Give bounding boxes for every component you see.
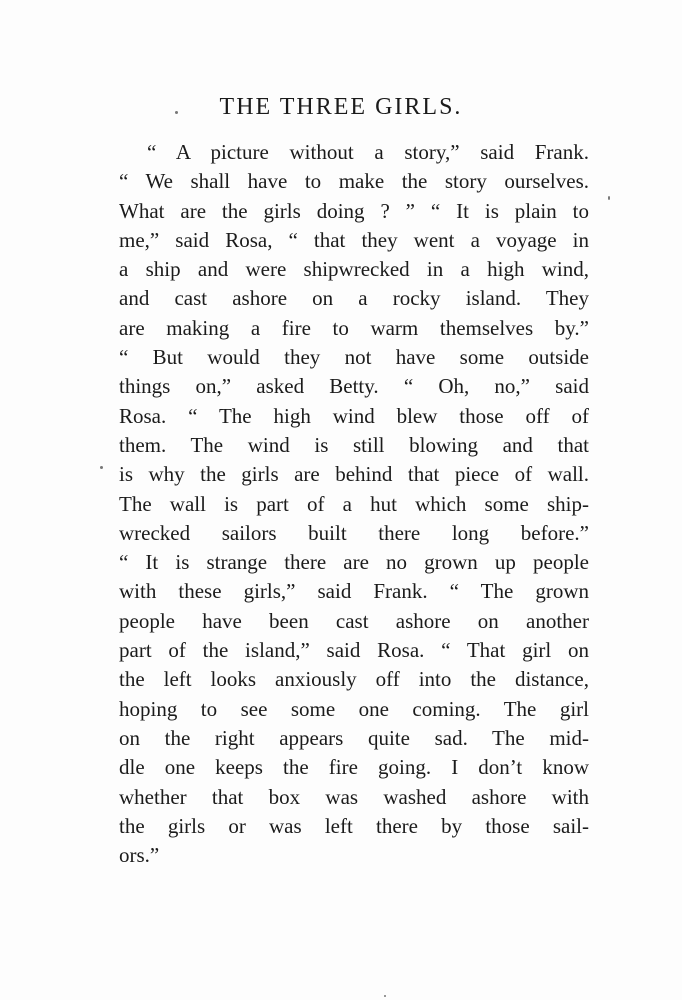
ink-speck bbox=[175, 111, 178, 114]
ink-speck bbox=[608, 196, 610, 200]
body-text bbox=[119, 138, 589, 870]
text-line: whether that box was washed ashore with bbox=[119, 784, 589, 809]
text-line: “ We shall have to make the story ourselves. bbox=[119, 169, 589, 194]
text-line: things on,” asked Betty. “ Oh, no,” said bbox=[119, 374, 589, 399]
ink-speck bbox=[384, 995, 386, 997]
text-line: dle one keeps the fire going. I don’t know bbox=[119, 755, 589, 780]
text-line: are making a fire to warm themselves by.” bbox=[119, 315, 589, 340]
text-line: people have been cast ashore on another bbox=[119, 608, 589, 633]
text-line: and cast ashore on a rocky island. They bbox=[119, 286, 589, 311]
ink-speck bbox=[100, 466, 103, 469]
text-line: “ A picture without a story,” said Frank. bbox=[147, 140, 589, 164]
chapter-title: THE THREE GIRLS. bbox=[219, 94, 463, 120]
text-line: a ship and were shipwrecked in a high wind, bbox=[119, 257, 589, 282]
text-line: “ But would they not have some outside bbox=[119, 345, 589, 370]
text-line: them. The wind is still blowing and that bbox=[119, 432, 589, 457]
text-line: is why the girls are behind that piece of wall. bbox=[119, 462, 589, 487]
text-line: part of the island,” said Rosa. “ That girl on bbox=[119, 638, 589, 663]
text-line: What are the girls doing ? ” “ It is plain to bbox=[119, 198, 589, 223]
text-line: the left looks anxiously off into the distance, bbox=[119, 667, 589, 692]
text-line: ors.” bbox=[119, 843, 160, 868]
text-line: the girls or was left there by those sail- bbox=[119, 813, 589, 838]
text-line: hoping to see some one coming. The girl bbox=[119, 696, 589, 721]
text-line: with these girls,” said Frank. “ The grown bbox=[119, 579, 589, 604]
text-line: The wall is part of a hut which some ship- bbox=[119, 491, 589, 516]
text-line: wrecked sailors built there long before.” bbox=[119, 520, 589, 545]
text-line: “ It is strange there are no grown up people bbox=[119, 550, 589, 575]
text-line: Rosa. “ The high wind blew those off of bbox=[119, 403, 589, 428]
text-line: on the right appears quite sad. The mid- bbox=[119, 725, 589, 750]
text-line: me,” said Rosa, “ that they went a voyage in bbox=[119, 227, 589, 252]
